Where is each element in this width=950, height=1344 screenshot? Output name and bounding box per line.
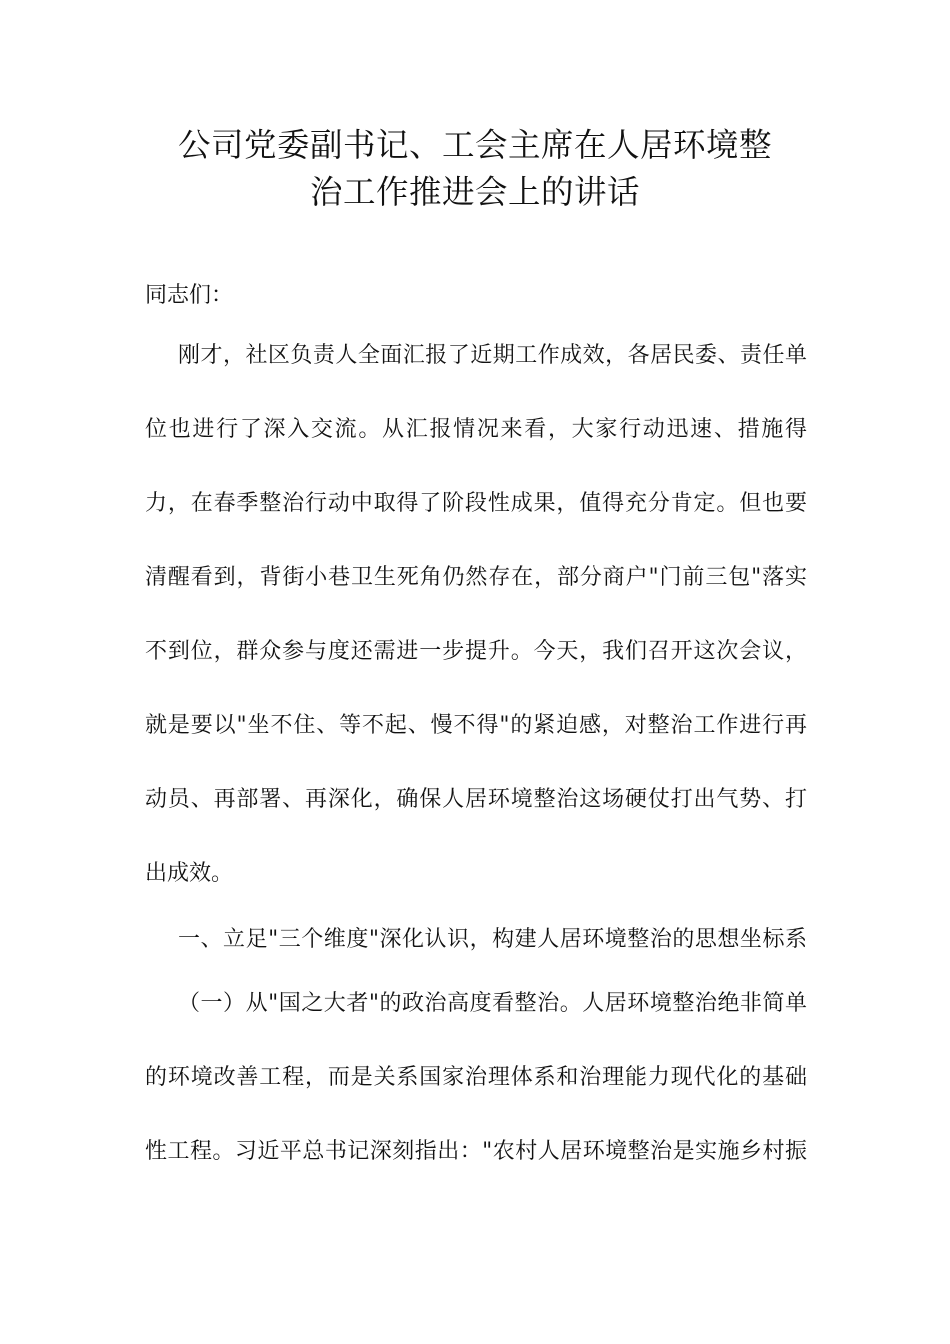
body-line: 动员、再部署、再深化，确保人居环境整治这场硬仗打出气势、打 bbox=[145, 787, 807, 812]
body-line: 出成效。 bbox=[145, 861, 234, 886]
body-line: 不到位，群众参与度还需进一步提升。今天，我们召开这次会议， bbox=[145, 639, 807, 664]
section-heading: 一、立足"三个维度"深化认识，构建人居环境整治的思想坐标系 bbox=[178, 927, 807, 952]
document-title-line-2: 治工作推进会上的讲话 bbox=[309, 173, 640, 211]
subsection-line: （一）从"国之大者"的政治高度看整治。人居环境整治绝非简单 bbox=[178, 991, 807, 1016]
salutation: 同志们： bbox=[145, 283, 234, 308]
body-line: 就是要以"坐不住、等不起、慢不得"的紧迫感，对整治工作进行再 bbox=[145, 713, 807, 738]
body-line: 性工程。习近平总书记深刻指出："农村人居环境整治是实施乡村振 bbox=[145, 1139, 807, 1164]
body-line: 刚才，社区负责人全面汇报了近期工作成效，各居民委、责任单 bbox=[178, 343, 807, 368]
body-line: 位也进行了深入交流。从汇报情况来看，大家行动迅速、措施得 bbox=[145, 417, 807, 442]
body-line: 的环境改善工程，而是关系国家治理体系和治理能力现代化的基础 bbox=[145, 1065, 807, 1090]
body-line: 清醒看到，背街小巷卫生死角仍然存在，部分商户"门前三包"落实 bbox=[145, 565, 807, 590]
document-title-line-1: 公司党委副书记、工会主席在人居环境整 bbox=[177, 126, 772, 164]
body-line: 力，在春季整治行动中取得了阶段性成果，值得充分肯定。但也要 bbox=[145, 491, 807, 516]
